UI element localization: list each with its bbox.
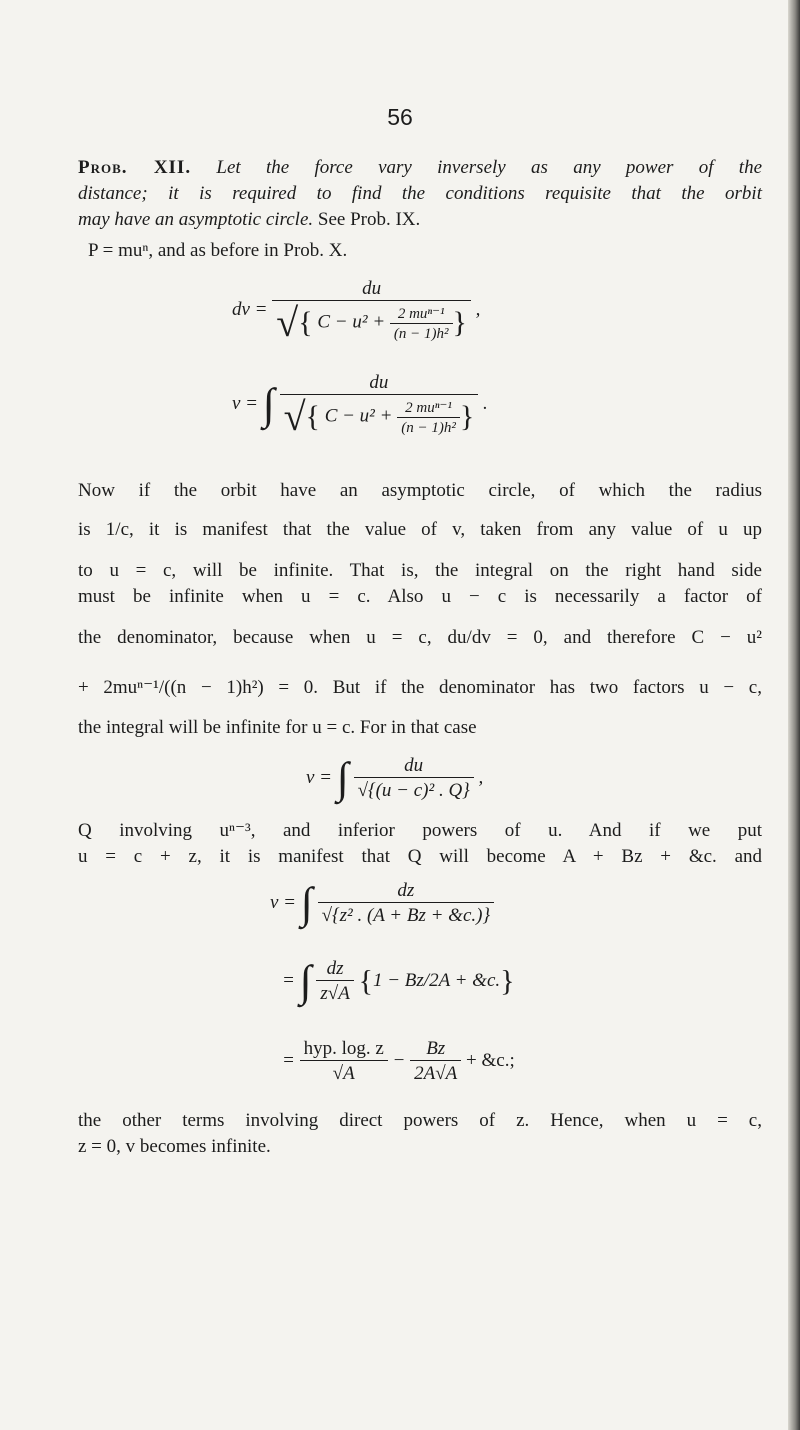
integral-sign: ∫ — [336, 753, 349, 803]
eq-z3-numerator-1: hyp. log. z — [303, 1038, 384, 1059]
para2-line-1: Q involving uⁿ⁻³, and inferior powers of u. And if we put — [78, 820, 762, 841]
eq-dv-fraction — [272, 278, 471, 343]
eq-z2-denominator: z√A — [316, 980, 353, 1005]
para1-line-7: the integral will be infinite for u = c. For in that case — [78, 717, 477, 738]
equation-q — [306, 755, 483, 802]
eq-z3-lhs: = — [282, 1049, 295, 1071]
problem-line-2: distance; it is required to find the conditions requisite that the orbit — [78, 183, 762, 204]
eq-dv-lhs: dv = — [232, 298, 268, 320]
eq-v-inner-num: 2 muⁿ⁻¹ — [405, 399, 452, 416]
problem-text-1: Let the force vary inversely as any power of the — [216, 157, 763, 178]
eq-z3-trail: + &c.; — [466, 1049, 515, 1071]
para1-line-4: must be infinite when u = c. Also u − c is necessarily a factor of — [78, 586, 762, 607]
page-number: 56 — [387, 104, 413, 130]
eq-z3-fraction-1 — [300, 1038, 388, 1085]
eq-dv-den-part: C − u² + — [317, 311, 386, 333]
para1-line-6: + 2muⁿ⁻¹/((n − 1)h²) = 0. But if the denominator has two factors u − c, — [78, 677, 762, 698]
equation-z1 — [270, 880, 494, 927]
eq-z2-lhs: = — [282, 969, 295, 991]
eq-q-numerator: du — [404, 755, 424, 776]
eq-z2-numerator: dz — [326, 958, 344, 979]
para1-line-2: is 1/c, it is manifest that the value of v, taken from any value of u up — [78, 519, 762, 540]
eq-dv-inner-num: 2 muⁿ⁻¹ — [397, 305, 445, 322]
problem-text-3: may have an asymptotic circle. — [78, 209, 314, 230]
eq-z2-fraction — [316, 958, 353, 1005]
eq-dv-inner-den: (n − 1)h² — [390, 323, 453, 343]
sqrt-sign: √ — [283, 394, 306, 439]
para1-line-5: the denominator, because when u = c, du/dv = 0, and therefore C − u² — [78, 627, 762, 648]
sqrt-sign: √ — [276, 300, 299, 345]
eq-z3-denominator-1: √A — [300, 1060, 388, 1085]
equation-dv — [232, 278, 480, 343]
eq-v-period: . — [482, 392, 488, 414]
problem-line-3 — [78, 207, 762, 233]
eq-v-denominator: √{ C − u² + $\frac{\text{2 muⁿ⁻¹}}{\text{(n − 1)h²}}$ } — [280, 394, 479, 437]
eq-v-inner-den: (n − 1)h² — [397, 417, 460, 437]
equation-z3 — [282, 1038, 515, 1085]
force-law-line: P = muⁿ, and as before in Prob. X. — [88, 240, 348, 261]
eq-z1-denominator: √{z² . (A + Bz + &c.)} — [318, 902, 495, 927]
eq-z3-fraction-2 — [410, 1038, 461, 1085]
para1-line-1: Now if the orbit have an asymptotic circle, of which the radius — [78, 480, 762, 501]
eq-q-denominator: √{(u − c)² . Q} — [354, 777, 474, 802]
eq-z3-numerator-2: Bz — [426, 1038, 446, 1059]
problem-line-1 — [78, 155, 762, 181]
problem-see-reference: See Prob. IX. — [317, 209, 421, 230]
eq-z2-series: 1 − Bz/2A + &c. — [372, 969, 501, 991]
integral-sign: ∫ — [300, 878, 313, 928]
eq-v-den-part: C − u² + — [324, 405, 393, 427]
eq-z1-fraction — [318, 880, 495, 927]
para2-line-2: u = c + z, it is manifest that Q will become A + Bz + &c. and — [78, 846, 762, 867]
eq-q-comma: , — [478, 766, 484, 788]
integral-sign: ∫ — [262, 379, 275, 429]
eq-z3-denominator-2: 2A√A — [410, 1060, 461, 1085]
eq-dv-denominator: √{ C − u² + $\frac{\text{2 muⁿ⁻¹}}{\text{(n − 1)h²}}$ } — [272, 300, 471, 343]
eq-q-fraction — [354, 755, 474, 802]
eq-v-lhs: v = — [232, 392, 259, 414]
eq-q-lhs: v = — [306, 766, 333, 788]
eq-z3-minus: − — [392, 1049, 406, 1071]
eq-dv-numerator: du — [362, 278, 382, 299]
equation-z2: = ∫ $\frac{dz}{z√A}$ {1 − Bz/2A + &c.} — [282, 956, 515, 1006]
eq-v-numerator: du — [369, 372, 389, 393]
eq-z1-numerator: dz — [397, 880, 415, 901]
equation-v — [232, 372, 488, 437]
page-edge-shadow — [788, 0, 800, 1430]
para3-line-2: z = 0, v becomes infinite. — [78, 1136, 271, 1157]
eq-z1-lhs: v = — [270, 891, 297, 913]
eq-dv-comma: , — [475, 298, 481, 320]
problem-heading: Prob. XII. — [78, 157, 192, 178]
para1-line-3: to u = c, will be infinite. That is, the integral on the right hand side — [78, 560, 762, 581]
eq-v-fraction — [280, 372, 479, 437]
para3-line-1: the other terms involving direct powers of z. Hence, when u = c, — [78, 1110, 762, 1131]
integral-sign: ∫ — [299, 956, 312, 1006]
